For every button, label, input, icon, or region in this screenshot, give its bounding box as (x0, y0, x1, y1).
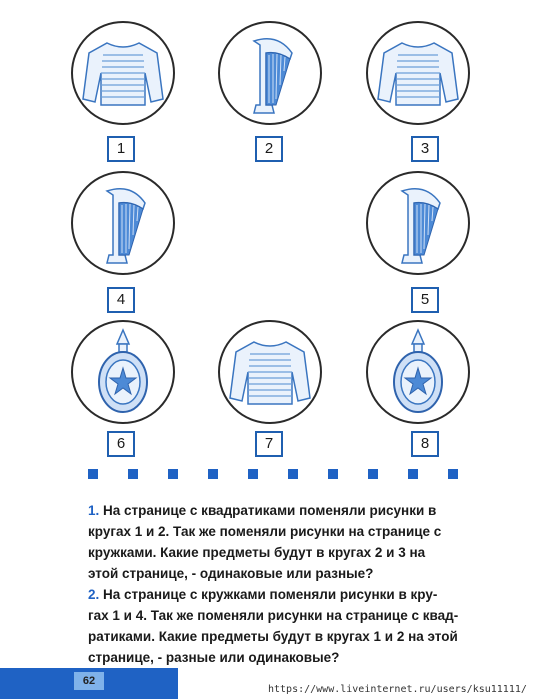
divider-square (448, 469, 458, 479)
medallion-icon (368, 322, 468, 422)
number-box-6: 6 (107, 431, 135, 457)
divider-square (168, 469, 178, 479)
number-box-5: 5 (411, 287, 439, 313)
question-line: 2. На странице с кружками поменяли рисунки в кру- (88, 587, 438, 602)
circle-8 (366, 320, 470, 424)
circle-1 (71, 21, 175, 125)
circle-4 (71, 171, 175, 275)
divider-square (408, 469, 418, 479)
question-line: кругах 1 и 2. Так же поменяли рисунки на странице с (88, 524, 442, 539)
number-box-4: 4 (107, 287, 135, 313)
divider-square (248, 469, 258, 479)
divider-square (208, 469, 218, 479)
harp-icon (73, 173, 173, 273)
question-line: 1. На странице с квадратиками поменяли рисунки в (88, 503, 437, 518)
medallion-icon (73, 322, 173, 422)
circle-5 (366, 171, 470, 275)
sweater-icon (73, 23, 173, 123)
sweater-icon (368, 23, 468, 123)
question-line: ратиками. Какие предметы будут в кругах 1 и 2 на этой (88, 629, 458, 644)
number-box-1: 1 (107, 136, 135, 162)
number-box-8: 8 (411, 431, 439, 457)
number-box-2: 2 (255, 136, 283, 162)
question-line: странице, - разные или одинаковые? (88, 650, 340, 665)
divider-square (368, 469, 378, 479)
question-line: кружками. Какие предметы будут в кругах 2 и 3 на (88, 545, 426, 560)
question-1 (88, 500, 508, 584)
page-number-strip (0, 668, 178, 699)
circle-7 (218, 320, 322, 424)
number-box-7: 7 (255, 431, 283, 457)
number-box-3: 3 (411, 136, 439, 162)
question-number: 1. (88, 503, 100, 518)
question-line: гах 1 и 4. Так же поменяли рисунки на странице с квад- (88, 608, 459, 623)
question-line: этой странице, - одинаковые или разные? (88, 566, 374, 581)
circle-2 (218, 21, 322, 125)
page-number: 62 (74, 672, 104, 690)
harp-icon (220, 23, 320, 123)
circle-3 (366, 21, 470, 125)
question-number: 2. (88, 587, 100, 602)
question-2 (88, 584, 508, 668)
dotted-divider (88, 469, 468, 481)
divider-square (128, 469, 138, 479)
divider-square (88, 469, 98, 479)
divider-square (288, 469, 298, 479)
harp-icon (368, 173, 468, 273)
divider-square (328, 469, 338, 479)
circle-6 (71, 320, 175, 424)
sweater-icon (220, 322, 320, 422)
watermark-url: https://www.liveinternet.ru/users/ksu11111/ (268, 684, 527, 695)
